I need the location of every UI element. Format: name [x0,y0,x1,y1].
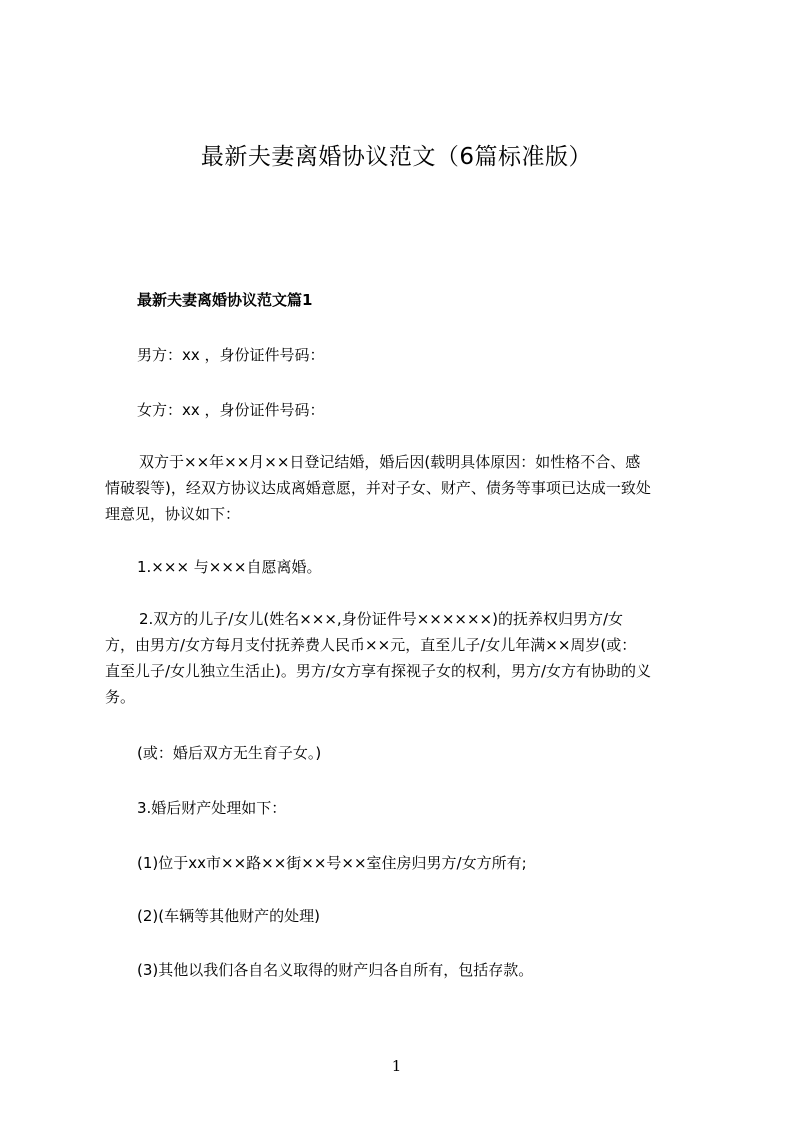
clause-2-alternative: (或：婚后双方无生育子女。) [137,744,322,762]
clause-3-item-3: (3)其他以我们各自名义取得的财产归各自所有，包括存款。 [137,961,534,979]
female-party-line: 女方：xx ，身份证件号码： [137,401,325,419]
section-heading: 最新夫妻离婚协议范文篇1 [137,291,313,309]
clause-2-line: 2.双方的儿子/女儿(姓名×××,身份证件号××××××)的抚养权归男方/女 [139,610,624,628]
page-number: 1 [391,1057,402,1075]
intro-line: 情破裂等)，经双方协议达成离婚意愿，并对子女、财产、债务等事项已达成一致处 [105,479,651,497]
clause-3-item-1: (1)位于xx市××路××街××号××室住房归男方/女方所有; [137,854,527,872]
clause-2-paragraph [105,606,705,710]
clause-2-line: 直至儿子/女儿独立生活止)。男方/女方享有探视子女的权利，男方/女方有协助的义 [105,662,652,680]
intro-paragraph [105,449,705,527]
clause-3-item-2: (2)(车辆等其他财产的处理) [137,907,320,925]
intro-line: 双方于××年××月××日登记结婚，婚后因(载明具体原因：如性格不合、感 [139,453,641,471]
clause-2-line: 务。 [105,688,136,706]
document-title: 最新夫妻离婚协议范文（6篇标准版） [200,144,593,170]
clause-2-line: 方，由男方/女方每月支付抚养费人民币××元，直至儿子/女儿年满××周岁(或： [105,636,637,654]
clause-1: 1.××× 与×××自愿离婚。 [137,558,322,576]
male-party-line: 男方：xx ，身份证件号码： [137,346,325,364]
intro-line: 理意见，协议如下： [105,505,241,523]
clause-3: 3.婚后财产处理如下： [137,799,287,817]
